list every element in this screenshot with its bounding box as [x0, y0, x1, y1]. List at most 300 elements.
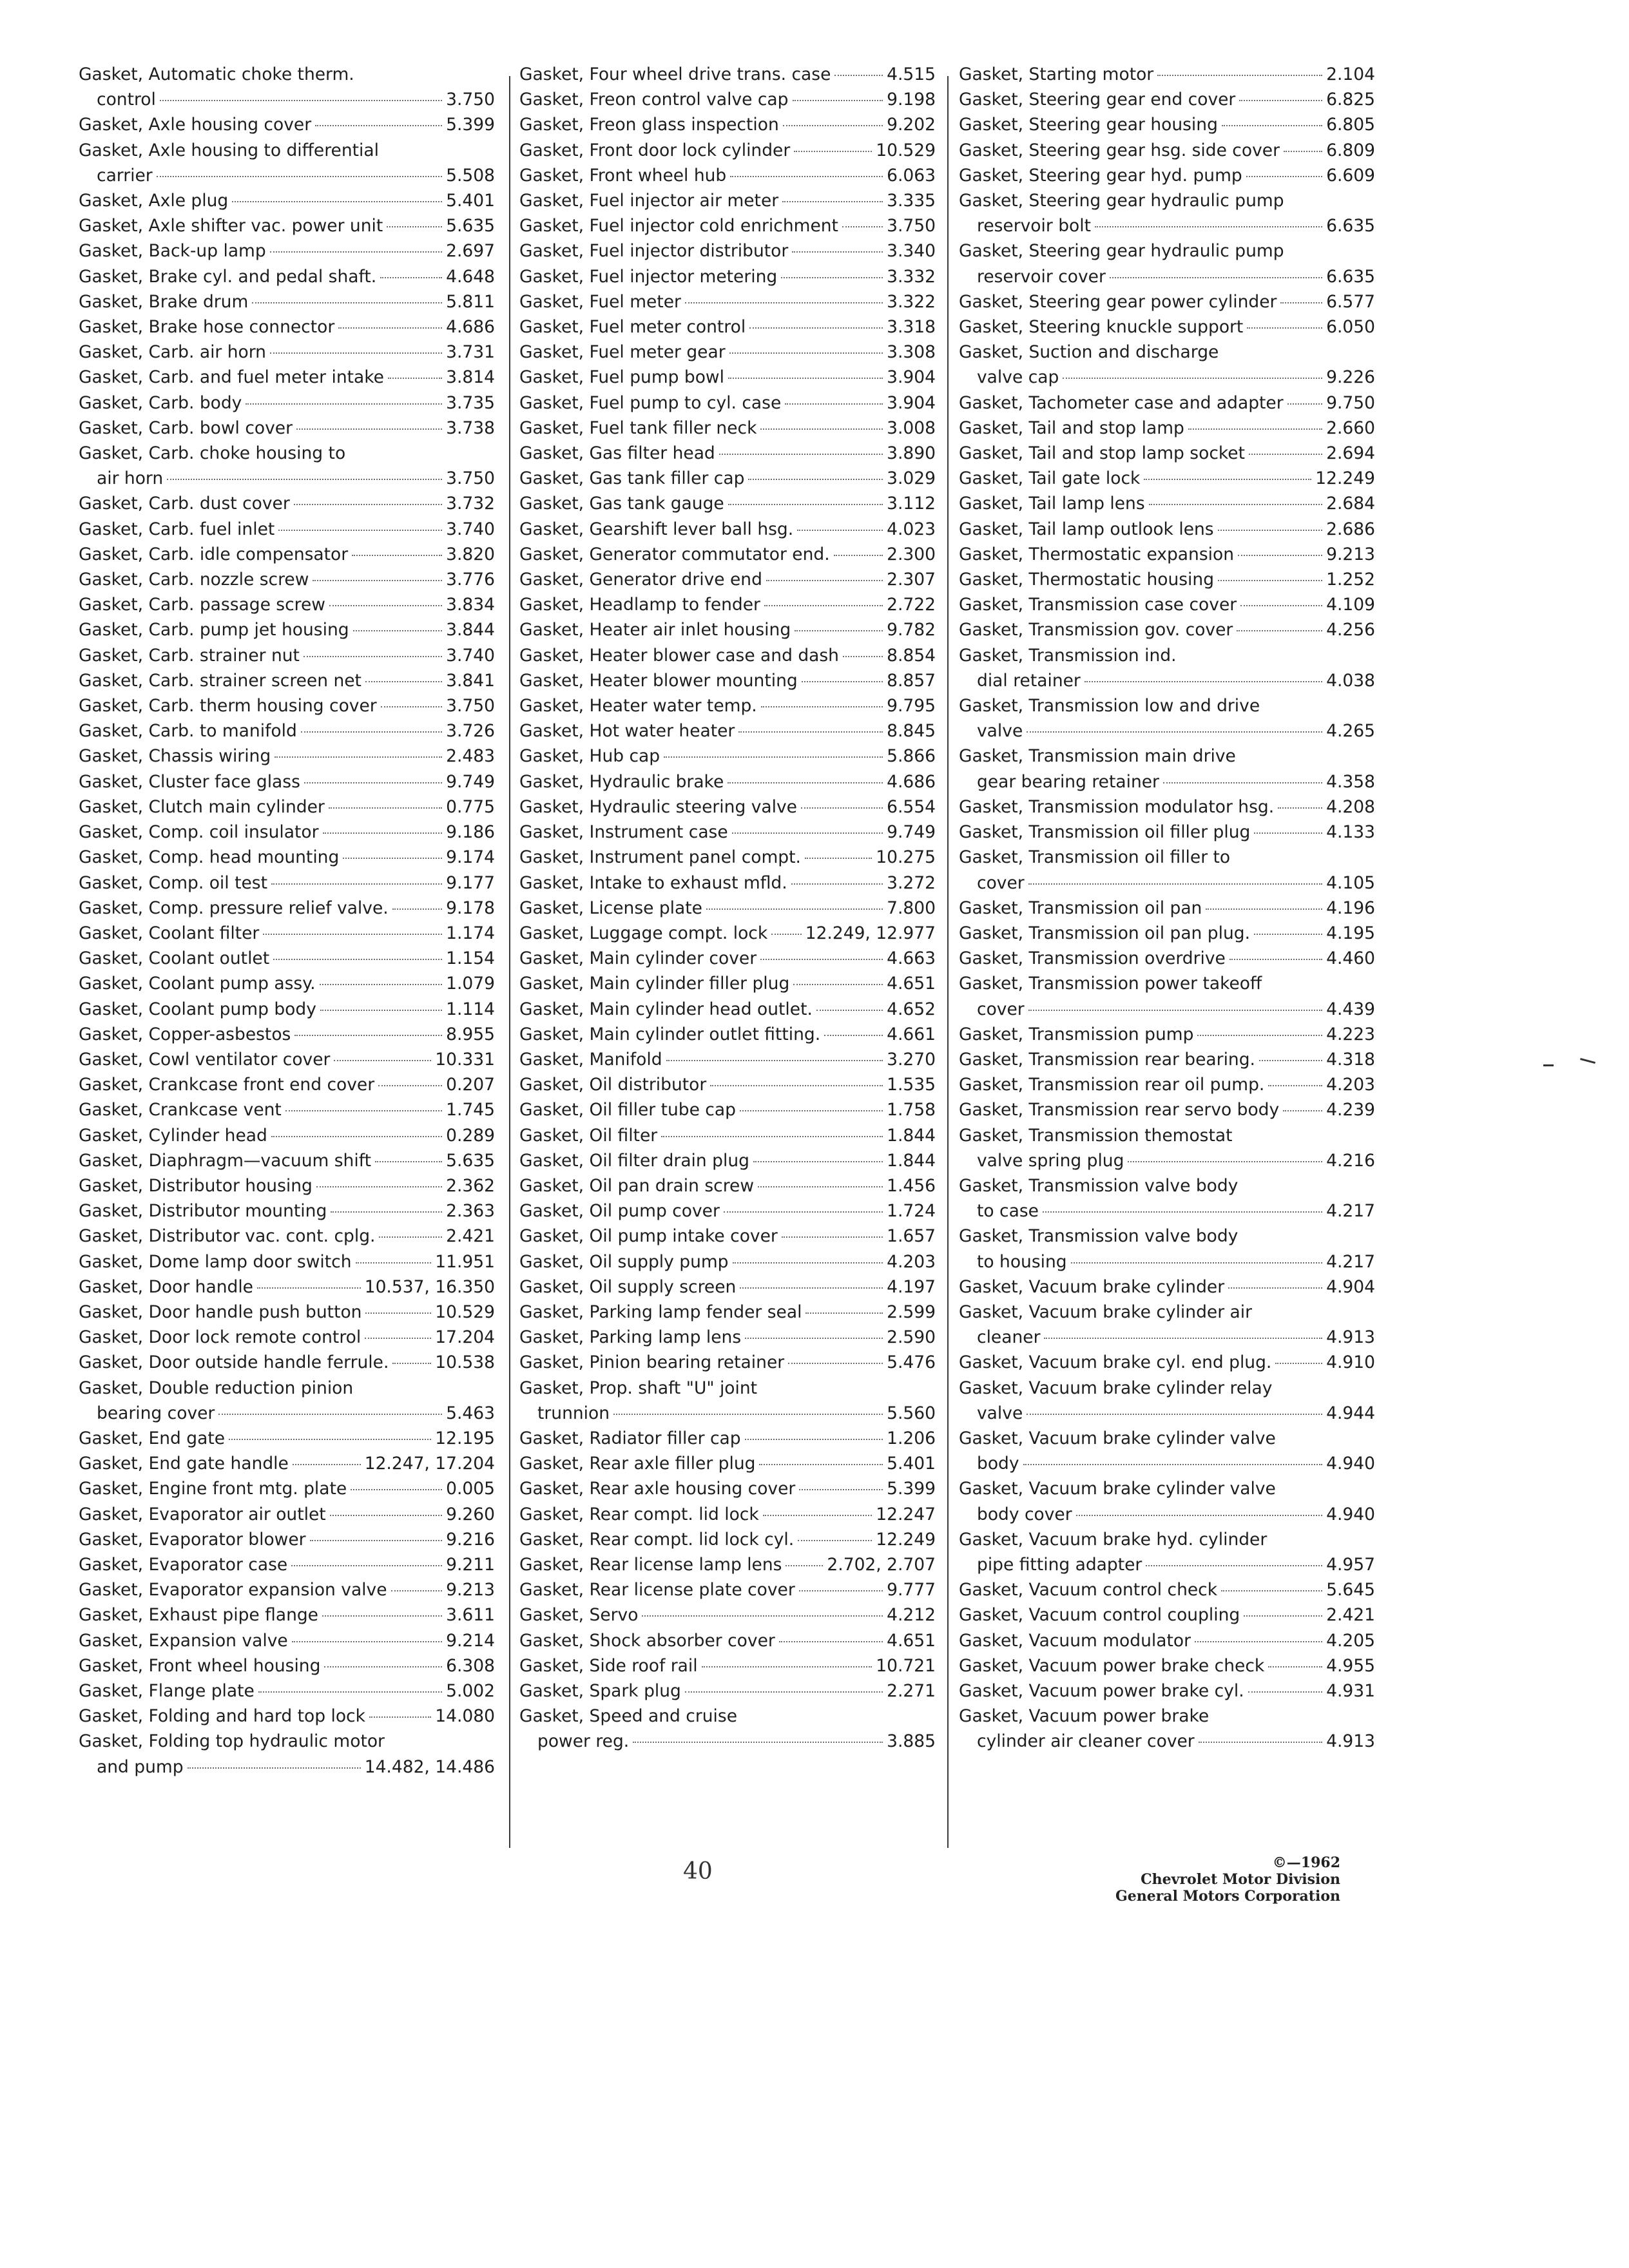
dot-leader [1259, 1060, 1322, 1061]
entry-term: Gasket, Transmission overdrive [959, 948, 1226, 969]
dot-leader [304, 782, 442, 783]
index-entry [519, 617, 936, 642]
entry-line [519, 138, 936, 163]
dot-leader [1238, 555, 1322, 556]
entry-page-ref: 3.890 [887, 443, 936, 464]
entry-page-ref: 3.740 [446, 519, 495, 539]
entry-term: Gasket, Door handle push button [79, 1302, 362, 1322]
entry-term: Gasket, Comp. pressure relief valve. [79, 898, 389, 918]
entry-term: Gasket, Tail lamp lens [959, 494, 1145, 514]
dot-leader [706, 908, 883, 910]
index-entry [519, 188, 936, 213]
entry-line [959, 643, 1375, 668]
entry-line [959, 592, 1375, 617]
index-entry [519, 921, 936, 946]
dot-leader [730, 176, 883, 177]
dot-leader [218, 1414, 442, 1415]
entry-term: Gasket, Evaporator expansion valve [79, 1580, 387, 1600]
dot-leader [728, 504, 883, 505]
entry-line [959, 1047, 1375, 1072]
entry-term: Gasket, Axle housing to differential [79, 140, 379, 160]
entry-term: Gasket, Main cylinder outlet fitting. [519, 1024, 821, 1044]
entry-line [959, 1678, 1375, 1704]
entry-term: Gasket, Rear license lamp lens [519, 1554, 782, 1575]
entry-term: Gasket, Vacuum brake cylinder valve [959, 1479, 1276, 1499]
entry-page-ref: 4.217 [1326, 1251, 1375, 1272]
index-entry [519, 1249, 936, 1274]
entry-line [959, 668, 1375, 693]
dot-leader [763, 1515, 872, 1516]
entry-term: Gasket, Parking lamp fender seal [519, 1302, 802, 1322]
index-entry [519, 693, 936, 718]
index-entry [79, 820, 495, 845]
entry-term: Gasket, End gate [79, 1428, 226, 1448]
index-entry [79, 289, 495, 314]
entry-term: Gasket, Transmission oil filler to [959, 847, 1231, 868]
entry-page-ref: 4.652 [887, 999, 936, 1019]
index-entry [79, 567, 495, 592]
entry-line [79, 1653, 495, 1678]
entry-page-ref: 9.782 [887, 620, 936, 640]
entry-term: Gasket, Transmission low and drive [959, 696, 1260, 716]
entry-line [519, 1274, 936, 1300]
dot-leader [160, 100, 442, 101]
entry-term: Gasket, Engine front mtg. plate [79, 1479, 347, 1499]
entry-page-ref: 10.275 [876, 847, 936, 868]
entry-page-ref: 4.663 [887, 948, 936, 969]
dot-leader [331, 1211, 442, 1213]
index-entry [959, 87, 1375, 112]
index-entry [79, 1022, 495, 1047]
index-entry [79, 1476, 495, 1501]
index-entry [519, 1502, 936, 1527]
index-entry [959, 1628, 1375, 1653]
entry-page-ref: 9.213 [1326, 544, 1375, 564]
entry-subterm: trunnion [537, 1403, 610, 1423]
entry-page-ref: 5.002 [446, 1681, 495, 1701]
entry-term: Gasket, Vacuum control coupling [959, 1605, 1240, 1626]
entry-line [519, 1148, 936, 1173]
dot-leader [710, 1085, 883, 1086]
entry-term: Gasket, Automatic choke therm. [79, 64, 354, 84]
entry-line [519, 517, 936, 542]
entry-page-ref: 2.686 [1326, 519, 1375, 539]
entry-term: Gasket, Front door lock cylinder [519, 140, 791, 160]
entry-term: Gasket, Tail and stop lamp socket [959, 443, 1245, 464]
entry-page-ref: 6.809 [1326, 140, 1375, 160]
index-entry [79, 1552, 495, 1577]
dot-leader [167, 479, 442, 480]
entry-term: Gasket, Vacuum brake cylinder air [959, 1302, 1253, 1322]
entry-page-ref: 9.749 [446, 771, 495, 792]
entry-page-ref: 3.750 [887, 216, 936, 236]
entry-term: Gasket, Instrument panel compt. [519, 847, 801, 868]
index-entry [959, 289, 1375, 314]
entry-line [959, 138, 1375, 163]
dot-leader [294, 504, 442, 505]
entry-term: Gasket, Oil supply screen [519, 1276, 737, 1297]
entry-term: Gasket, Freon glass inspection [519, 115, 779, 135]
dot-leader [1163, 782, 1322, 783]
entry-line [79, 1502, 495, 1527]
entry-line [519, 1602, 936, 1628]
index-entry [519, 1198, 936, 1224]
dot-leader [392, 1363, 431, 1364]
entry-line [519, 567, 936, 592]
entry-line [959, 365, 1375, 390]
entry-term: Gasket, Transmission valve body [959, 1175, 1239, 1196]
index-entry [959, 1527, 1375, 1577]
entry-line [79, 1148, 495, 1173]
entry-page-ref: 12.249, 12.977 [805, 923, 936, 943]
entry-line [79, 1072, 495, 1097]
dot-leader [1249, 454, 1322, 455]
entry-term: Gasket, Carb. dust cover [79, 494, 290, 514]
dot-leader [1071, 1262, 1323, 1264]
entry-line [79, 1173, 495, 1198]
entry-term: Gasket, Generator commutator end. [519, 544, 830, 564]
index-entry [959, 1224, 1375, 1274]
entry-page-ref: 3.270 [887, 1049, 936, 1070]
entry-line [959, 820, 1375, 845]
entry-term: Gasket, Heater air inlet housing [519, 620, 791, 640]
dot-leader [1268, 1085, 1322, 1086]
entry-term: Gasket, Fuel injector distributor [519, 241, 789, 262]
entry-subterm: air horn [97, 468, 164, 489]
page-number: 40 [683, 1858, 713, 1885]
entry-line [519, 314, 936, 340]
dot-leader [797, 530, 883, 531]
index-entry [519, 390, 936, 416]
entry-term: Gasket, Thermostatic expansion [959, 544, 1235, 564]
index-entry [79, 491, 495, 516]
index-entry [519, 87, 936, 112]
entry-term: Gasket, Carb. passage screw [79, 595, 325, 615]
entry-page-ref: 1.745 [446, 1100, 495, 1120]
entry-line [79, 1401, 495, 1426]
dot-leader [728, 378, 883, 379]
entry-page-ref: 6.635 [1326, 216, 1375, 236]
index-entry [959, 491, 1375, 516]
index-entry [959, 643, 1375, 693]
entry-subterm: body [977, 1454, 1019, 1474]
dot-leader [728, 782, 883, 783]
entry-line [519, 416, 936, 441]
entry-term: Gasket, Generator drive end [519, 570, 762, 590]
index-entry [79, 1678, 495, 1704]
dot-leader [1222, 125, 1322, 126]
dot-leader [293, 1464, 361, 1465]
index-entry [519, 718, 936, 744]
dot-leader [664, 756, 883, 758]
entry-page-ref: 5.635 [446, 216, 495, 236]
entry-page-ref: 4.217 [1326, 1201, 1375, 1222]
dot-leader [753, 1161, 883, 1162]
entry-term: Gasket, Crankcase vent [79, 1100, 282, 1120]
dot-leader [745, 1439, 883, 1440]
entry-subterm: cleaner [977, 1327, 1041, 1348]
entry-term: Gasket, Rear axle housing cover [519, 1479, 796, 1499]
index-entry [519, 794, 936, 820]
entry-term: Gasket, Door lock remote control [79, 1327, 361, 1348]
entry-line [959, 921, 1375, 946]
entry-term: Gasket, Vacuum brake cyl. end plug. [959, 1352, 1272, 1373]
index-entry [959, 466, 1375, 491]
index-entry [79, 1274, 495, 1300]
index-entry [79, 365, 495, 390]
entry-term: Gasket, Fuel pump bowl [519, 367, 724, 388]
copyright-division: Chevrolet Motor Division [1141, 1871, 1340, 1888]
entry-term: Gasket, Gearshift lever ball hsg. [519, 519, 794, 539]
index-entry [519, 668, 936, 693]
entry-term: Gasket, Oil filter [519, 1125, 658, 1146]
entry-page-ref: 4.212 [887, 1605, 936, 1626]
entry-term: Gasket, Manifold [519, 1049, 662, 1070]
index-entry [79, 896, 495, 921]
index-entry [519, 567, 936, 592]
dot-leader [1218, 530, 1323, 531]
entry-line [959, 1729, 1375, 1754]
entry-page-ref: 3.732 [446, 494, 495, 514]
dot-leader [380, 277, 442, 278]
entry-term: Gasket, Folding and hard top lock [79, 1706, 365, 1727]
dot-leader [316, 1186, 442, 1187]
entry-line [79, 1022, 495, 1047]
entry-page-ref: 3.731 [446, 342, 495, 363]
entry-page-ref: 3.750 [446, 696, 495, 716]
dot-leader [799, 1489, 883, 1490]
index-entry [79, 769, 495, 794]
index-entry [959, 693, 1375, 744]
entry-line [519, 441, 936, 466]
copyright-year: ©—1962 [1272, 1854, 1340, 1871]
entry-term: Gasket, Gas filter head [519, 443, 715, 464]
entry-line [79, 289, 495, 314]
entry-term: Gasket, Hot water heater [519, 721, 735, 742]
index-entry [519, 314, 936, 340]
entry-term: Gasket, Axle shifter vac. power unit [79, 216, 383, 236]
dot-leader [740, 1110, 883, 1111]
index-entry [519, 138, 936, 163]
index-entry [959, 517, 1375, 542]
entry-subterm: gear bearing retainer [977, 771, 1159, 792]
index-entry [519, 1577, 936, 1602]
entry-term: Gasket, Tail gate lock [959, 468, 1141, 489]
entry-line [79, 997, 495, 1022]
entry-line [519, 769, 936, 794]
dot-leader [782, 1236, 883, 1238]
entry-line [519, 997, 936, 1022]
entry-term: Gasket, Instrument case [519, 822, 728, 843]
index-entry [79, 1602, 495, 1628]
entry-line [79, 1729, 495, 1754]
index-entry [959, 1577, 1375, 1602]
index-entry [79, 1047, 495, 1072]
index-entry [519, 643, 936, 668]
index-entry [79, 668, 495, 693]
entry-line [959, 87, 1375, 112]
entry-line [79, 340, 495, 365]
dot-leader [666, 1060, 883, 1061]
entry-term: Gasket, Expansion valve [79, 1630, 288, 1651]
entry-term: Gasket, Evaporator case [79, 1554, 288, 1575]
entry-term: Gasket, Coolant pump body [79, 999, 316, 1019]
dot-leader [285, 1110, 442, 1111]
entry-page-ref: 1.844 [887, 1125, 936, 1146]
entry-line [519, 1072, 936, 1097]
stray-mark [1580, 1058, 1595, 1064]
entry-page-ref: 2.599 [887, 1302, 936, 1322]
entry-term: Gasket, Coolant pump assy. [79, 974, 316, 994]
entry-line [79, 264, 495, 289]
entry-line [79, 62, 495, 87]
index-entry [79, 592, 495, 617]
index-entry [519, 1274, 936, 1300]
index-entry [959, 896, 1375, 921]
dot-leader [766, 580, 883, 581]
entry-line [519, 1249, 936, 1274]
entry-page-ref: 6.554 [887, 796, 936, 817]
entry-term: Gasket, Steering gear hsg. side cover [959, 140, 1280, 160]
entry-subterm: bearing cover [97, 1403, 215, 1423]
dot-leader [1188, 428, 1322, 430]
dot-leader [1043, 1211, 1322, 1213]
entry-line [79, 517, 495, 542]
entry-term: Gasket, Distributor housing [79, 1175, 313, 1196]
entry-line [959, 264, 1375, 289]
index-entry [519, 416, 936, 441]
index-entry [959, 1173, 1375, 1224]
entry-page-ref: 8.857 [887, 670, 936, 691]
entry-page-ref: 5.635 [446, 1150, 495, 1171]
entry-term: Gasket, Oil pan drain screw [519, 1175, 755, 1196]
entry-line [959, 1401, 1375, 1426]
index-entry [519, 1527, 936, 1552]
index-entry [79, 1072, 495, 1097]
dot-leader [1146, 1565, 1322, 1566]
entry-page-ref: 14.482, 14.486 [364, 1756, 495, 1777]
dot-leader [1076, 1515, 1322, 1516]
entry-line [79, 390, 495, 416]
entry-page-ref: 5.401 [446, 191, 495, 211]
entry-page-ref: 9.214 [446, 1630, 495, 1651]
dot-leader [356, 1262, 432, 1264]
index-entry [519, 1123, 936, 1148]
entry-page-ref: 3.904 [887, 392, 936, 413]
entry-line [79, 1678, 495, 1704]
entry-line [959, 870, 1375, 896]
entry-page-ref: 3.750 [446, 90, 495, 110]
entry-page-ref: 4.318 [1326, 1049, 1375, 1070]
entry-page-ref: 4.239 [1326, 1100, 1375, 1120]
entry-page-ref: 7.800 [887, 898, 936, 918]
entry-term: Gasket, Folding top hydraulic motor [79, 1731, 385, 1752]
index-entry [79, 946, 495, 971]
dot-leader [330, 1515, 442, 1516]
entry-line [519, 1476, 936, 1501]
entry-term: Gasket, Transmission rear servo body [959, 1100, 1280, 1120]
entry-line [959, 946, 1375, 971]
index-entry [519, 517, 936, 542]
index-entry [519, 1552, 936, 1577]
entry-line [79, 1274, 495, 1300]
entry-page-ref: 4.651 [887, 1630, 936, 1651]
dot-leader [799, 1590, 883, 1591]
dot-leader [270, 251, 442, 253]
entry-page-ref: 4.109 [1326, 595, 1375, 615]
entry-line [959, 1274, 1375, 1300]
entry-term: Gasket, Axle plug [79, 191, 229, 211]
entry-line [519, 617, 936, 642]
entry-line [79, 188, 495, 213]
dot-leader [1283, 1110, 1322, 1111]
index-entry [519, 62, 936, 87]
entry-term: Gasket, Steering gear end cover [959, 90, 1236, 110]
entry-line [519, 1198, 936, 1224]
dot-leader [792, 251, 883, 253]
dot-leader [794, 151, 872, 152]
dot-leader [1027, 731, 1322, 733]
entry-page-ref: 4.913 [1326, 1327, 1375, 1348]
entry-term: Gasket, Comp. head mounting [79, 847, 340, 868]
index-entry [519, 264, 936, 289]
entry-term: Gasket, Cowl ventilator cover [79, 1049, 331, 1070]
entry-page-ref: 12.249 [876, 1529, 936, 1550]
entry-term: Gasket, Rear axle filler plug [519, 1454, 756, 1474]
index-entry [959, 1350, 1375, 1375]
dot-leader [1197, 1035, 1322, 1036]
entry-term: Gasket, Carb. to manifold [79, 721, 297, 742]
entry-term: Gasket, Steering gear hydraulic pump [959, 191, 1284, 211]
entry-page-ref: 9.198 [887, 90, 936, 110]
dot-leader [352, 555, 442, 556]
entry-line [79, 163, 495, 188]
entry-line [519, 542, 936, 567]
index-entry [79, 1628, 495, 1653]
entry-line [959, 1097, 1375, 1122]
entry-line [959, 188, 1375, 213]
dot-leader [365, 681, 442, 682]
entry-term: Gasket, Transmission main drive [959, 746, 1236, 767]
index-entry [959, 1072, 1375, 1097]
entry-page-ref: 3.885 [887, 1731, 936, 1752]
index-entry [959, 1097, 1375, 1122]
index-entry [959, 416, 1375, 441]
entry-term: Gasket, Vacuum brake cylinder [959, 1276, 1225, 1297]
entry-line [959, 1325, 1375, 1350]
entry-page-ref: 6.308 [446, 1655, 495, 1676]
entry-term: Gasket, Spark plug [519, 1681, 681, 1701]
entry-line [79, 1704, 495, 1729]
dot-leader [834, 555, 883, 556]
dot-leader [304, 656, 442, 657]
entry-term: Gasket, Copper-asbestos [79, 1024, 291, 1044]
entry-page-ref: 3.776 [446, 570, 495, 590]
entry-term: Gasket, Comp. coil insulator [79, 822, 319, 843]
index-entry [79, 643, 495, 668]
entry-line [959, 997, 1375, 1022]
dot-leader [1287, 403, 1323, 405]
index-entry [79, 718, 495, 744]
dot-leader [329, 605, 442, 606]
index-entry [519, 441, 936, 466]
entry-page-ref: 3.308 [887, 342, 936, 363]
entry-term: Gasket, Transmission oil filler plug [959, 822, 1251, 843]
entry-page-ref: 4.223 [1326, 1024, 1375, 1044]
entry-term: Gasket, Axle housing cover [79, 115, 312, 135]
entry-page-ref: 2.421 [446, 1226, 495, 1247]
entry-term: Gasket, Side roof rail [519, 1655, 698, 1676]
